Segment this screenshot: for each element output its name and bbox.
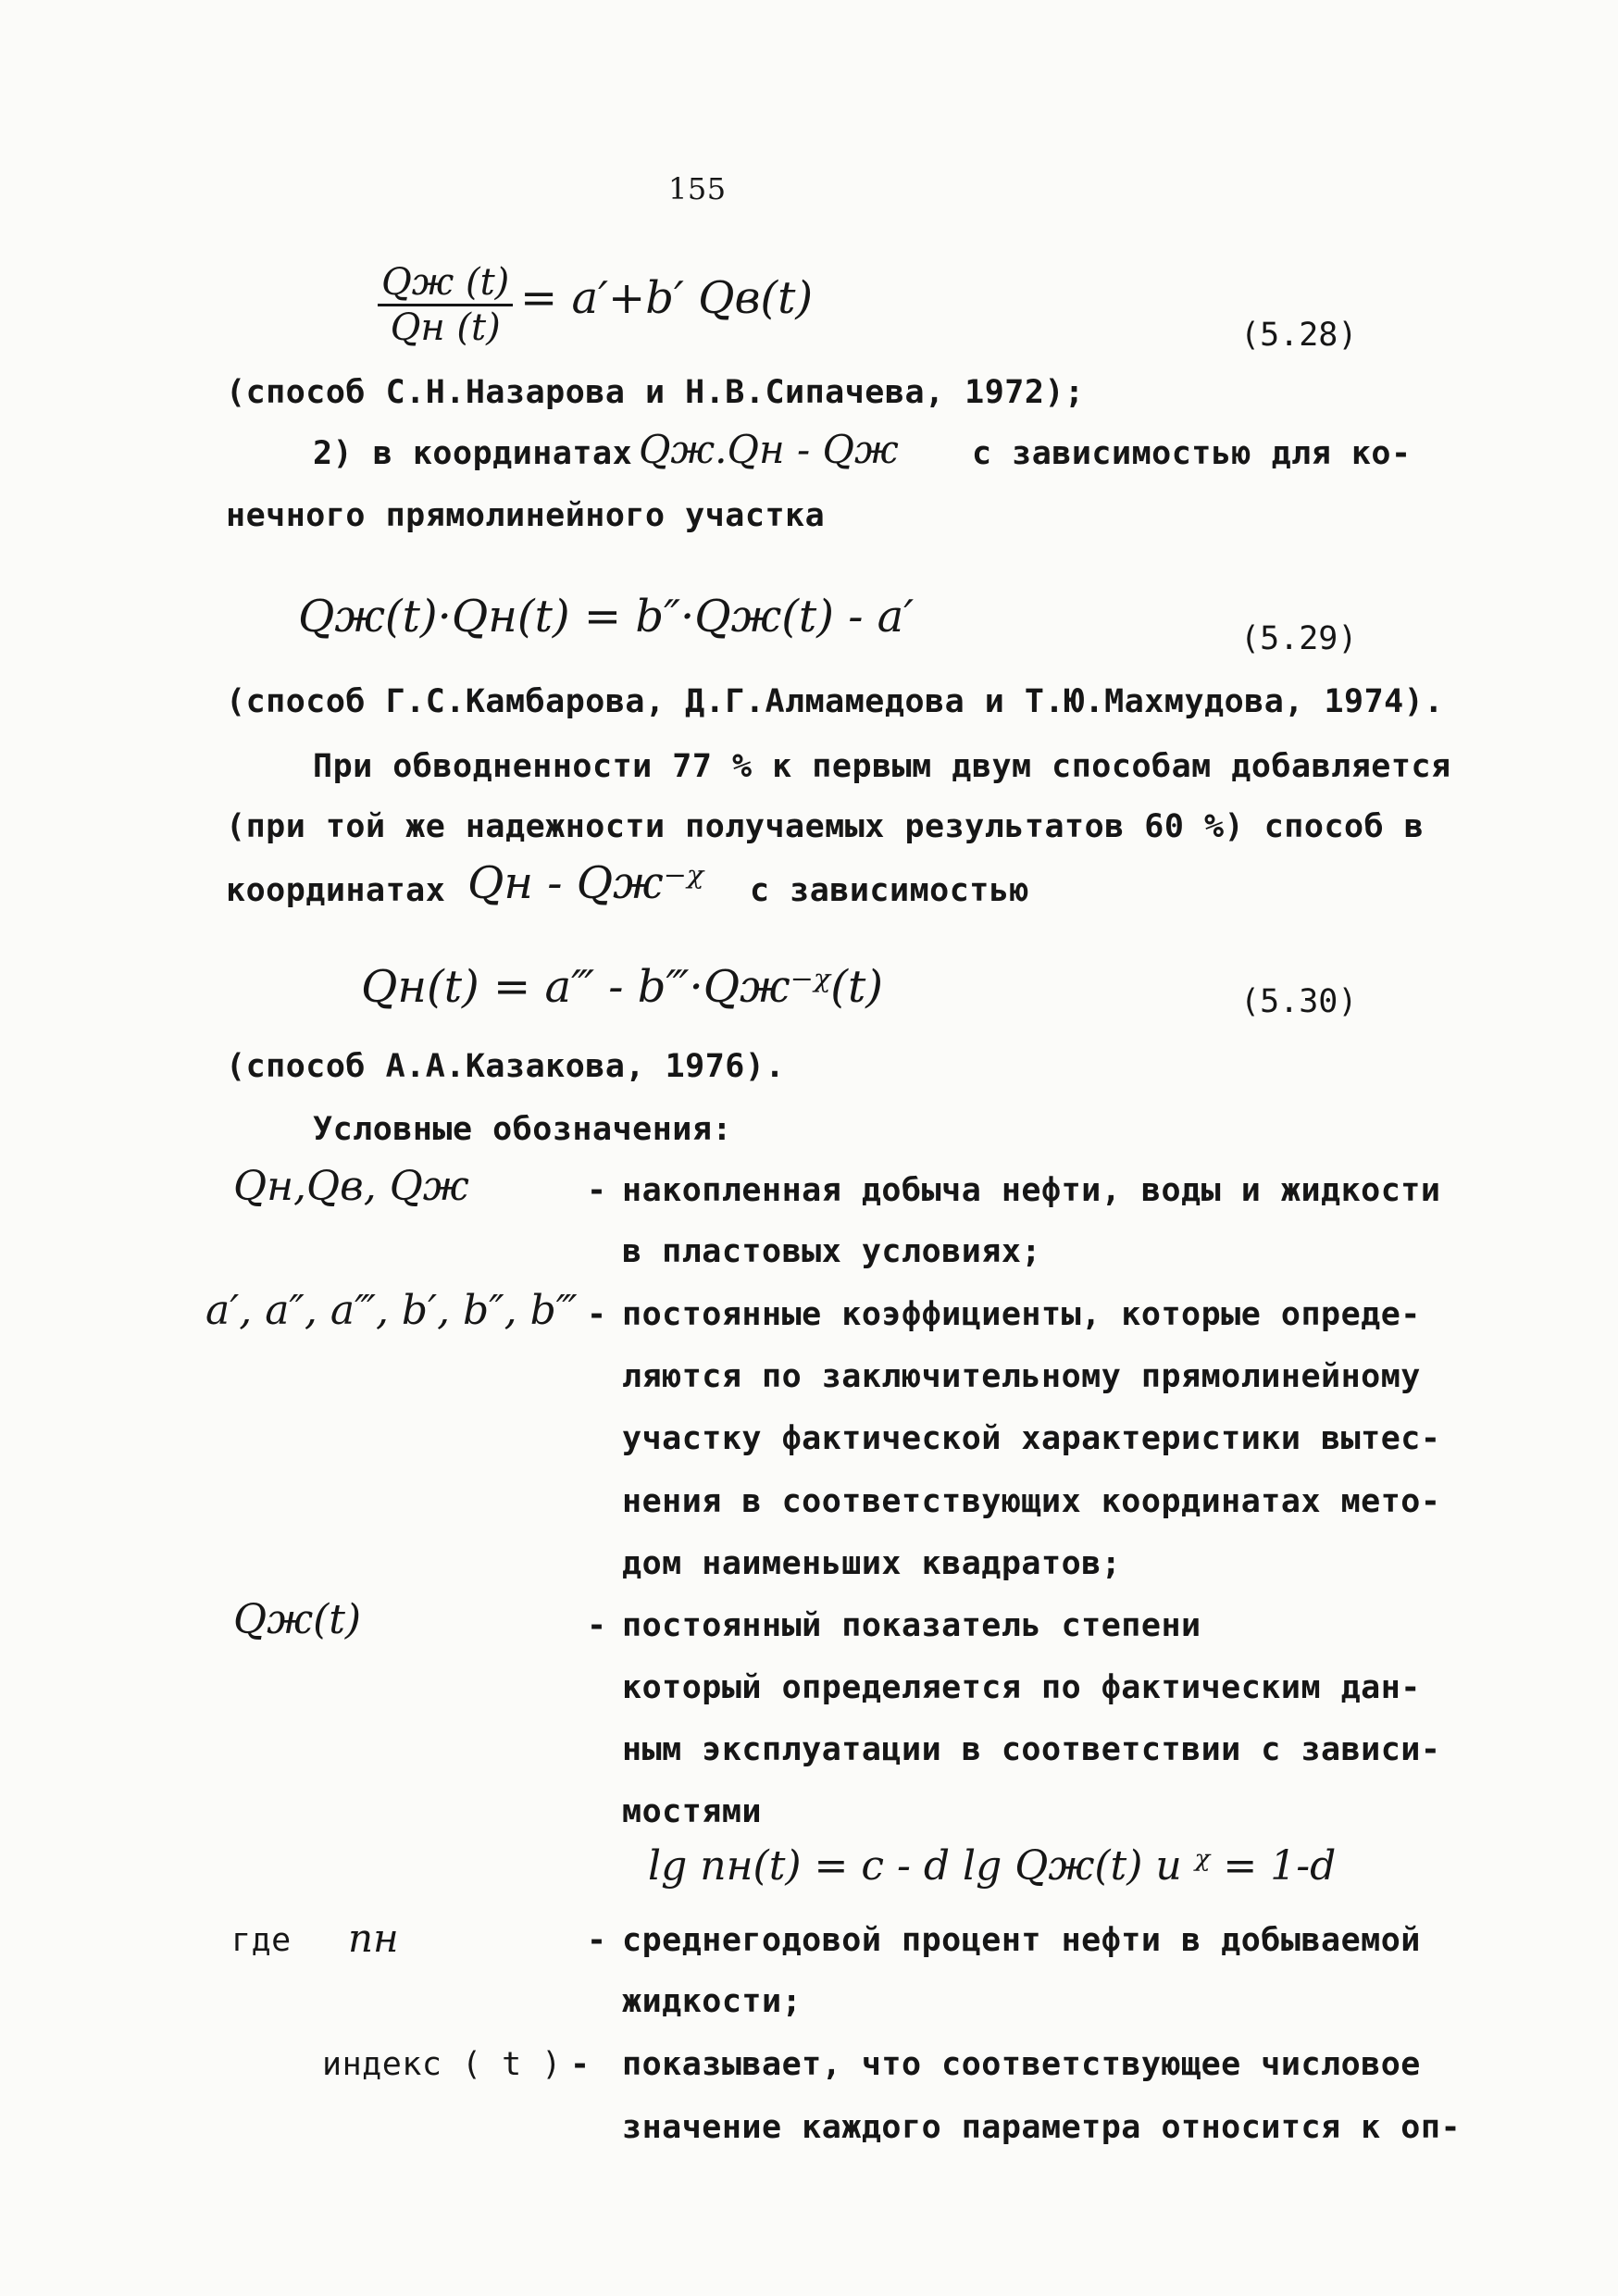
legend-dash: - <box>587 1296 607 1333</box>
legend-text-line: который определяется по фактическим дан- <box>622 1669 1421 1706</box>
legend-symbol: Qн,Qв, Qж <box>233 1163 469 1210</box>
equation-5-29-number: (5.29) <box>1240 620 1358 657</box>
text-line: (способ Г.С.Камбарова, Д.Г.Алмамедова и Т.Ю.Махмудова, 1974). <box>226 683 1444 720</box>
where-symbol: nн <box>348 1915 399 1961</box>
where-text-line: среднегодовой процент нефти в добываемой <box>622 1922 1421 1959</box>
legend-text-line: в пластовых условиях; <box>622 1233 1042 1270</box>
where-dash: - <box>587 1922 607 1959</box>
index-dash: - <box>570 2046 591 2083</box>
text-line: Условные обозначения: <box>313 1111 733 1148</box>
legend-text-line: накопленная добыча нефти, воды и жидкости <box>622 1172 1441 1209</box>
fraction-denominator: Qн (t) <box>390 306 501 349</box>
text-line: с зависимостью <box>750 872 1030 909</box>
equation-5-30-number: (5.30) <box>1240 983 1358 1020</box>
legend-text-line: ным эксплуатации в соответствии с зависи- <box>622 1731 1441 1768</box>
equation-5-29-formula: Qж(t)·Qн(t) = b″·Qж(t) - a′ <box>298 591 915 643</box>
dependency-formula: lg nн(t) = c - d lg Qж(t) и ᵡ = 1-d <box>648 1842 1337 1890</box>
legend-text-line: постоянные коэффициенты, которые опреде- <box>622 1296 1421 1333</box>
text-line: с зависимостью для ко- <box>972 435 1412 472</box>
inline-formula: Qж.Qн - Qж <box>639 427 899 472</box>
legend-text-line: постоянный показатель степени <box>622 1607 1201 1644</box>
text-line: нечного прямолинейного участка <box>226 497 826 534</box>
legend-symbol: a′, a″, a‴, b′, b″, b‴ <box>205 1287 578 1334</box>
text-line: (при той же надежности получаемых результатов 60 %) способ в <box>226 808 1425 845</box>
page-number: 155 <box>668 171 727 206</box>
legend-text-line: нения в соответствующих координатах мето- <box>622 1483 1441 1520</box>
equation-5-28-rhs: = a′+b′ Qв(t) <box>520 272 814 324</box>
text-line: координатах <box>226 872 446 909</box>
legend-text-line: дом наименьших квадратов; <box>622 1545 1122 1582</box>
where-label: где <box>231 1922 292 1959</box>
index-text-line: значение каждого параметра относится к оп- <box>622 2109 1462 2146</box>
text-line: 2) в координатах <box>313 435 633 472</box>
legend-symbol: Qж(t) <box>233 1596 362 1643</box>
index-text-line: показывает, что соответствующее числовое <box>622 2046 1421 2083</box>
equation-5-28-number: (5.28) <box>1240 317 1358 354</box>
legend-text-line: ляются по заключительному прямолинейному <box>622 1358 1421 1395</box>
equation-5-28-fraction <box>378 261 513 349</box>
text-line: (способ А.А.Казакова, 1976). <box>226 1048 786 1085</box>
legend-dash: - <box>587 1172 607 1209</box>
where-text-line: жидкости; <box>622 1983 803 2020</box>
inline-formula: Qн - Qж⁻ᵡ <box>467 857 704 909</box>
text-line: При обводненности 77 % к первым двум способам добавляется <box>313 748 1451 785</box>
legend-text-line: мостями <box>622 1793 763 1830</box>
legend-text-line: участку фактической характеристики вытес- <box>622 1420 1441 1457</box>
text-line: (способ С.Н.Назарова и Н.В.Сипачева, 1972); <box>226 374 1085 411</box>
index-label: индекс ( t ) <box>322 2046 562 2083</box>
fraction-numerator: Qж (t) <box>378 261 513 306</box>
legend-dash: - <box>587 1607 607 1644</box>
equation-5-30-formula: Qн(t) = a‴ - b‴·Qж⁻ᵡ(t) <box>361 961 883 1013</box>
